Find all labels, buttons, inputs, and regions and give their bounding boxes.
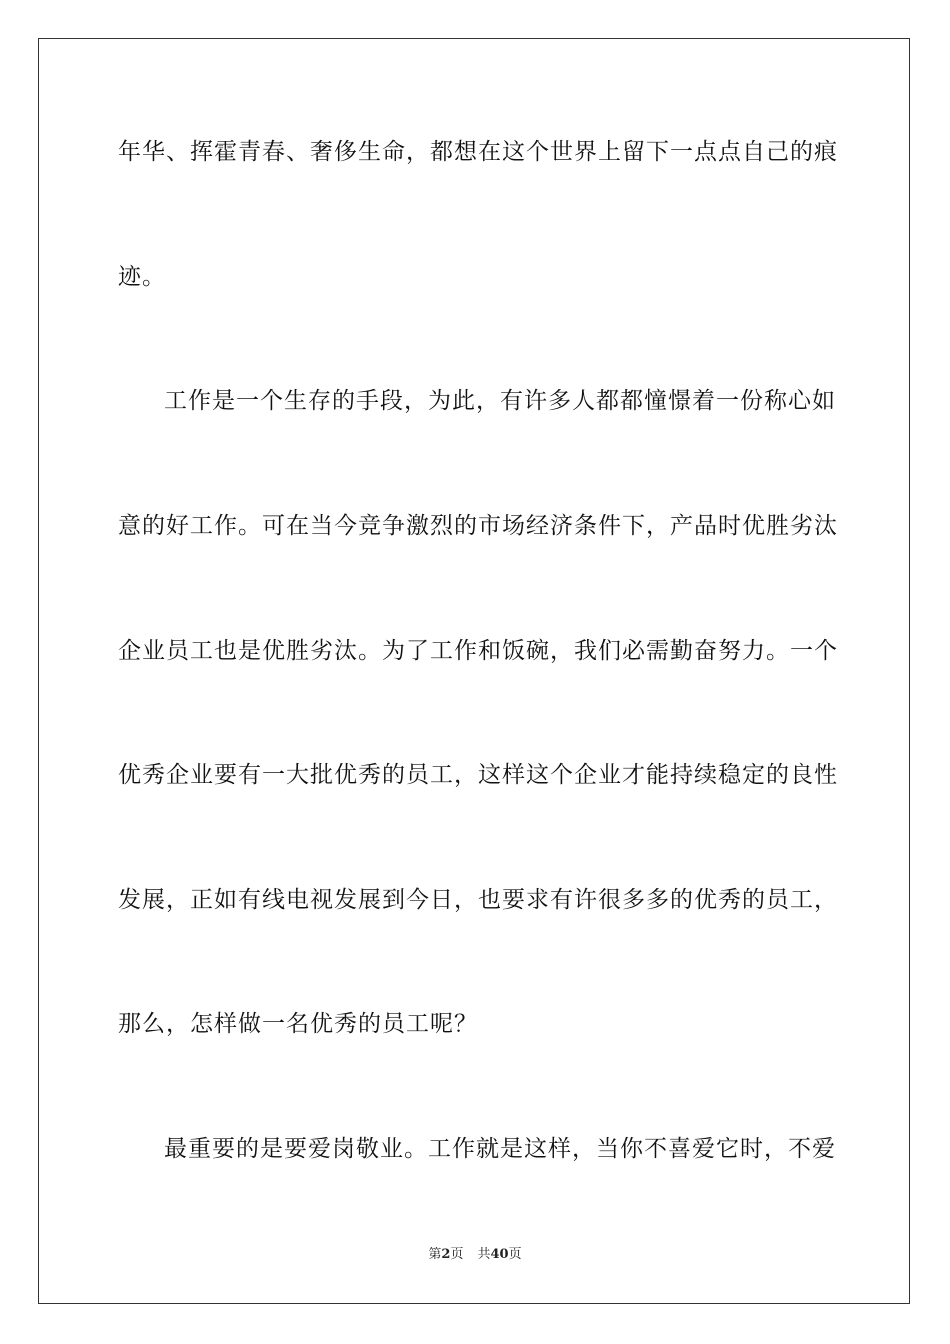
current-page-number: 2 <box>441 1247 451 1262</box>
text-line-1: 年华、挥霍青春、奢侈生命，都想在这个世界上留下一点点自己的痕 <box>118 139 838 165</box>
total-prefix: 共 <box>477 1247 491 1262</box>
text-line-6: 优秀企业要有一大批优秀的员工，这样这个企业才能持续稳定的良性 <box>118 762 838 788</box>
text-line-8: 那么，怎样做一名优秀的员工呢？ <box>118 1011 478 1037</box>
text-line-2: 迹。 <box>118 264 166 290</box>
page-unit: 页 <box>450 1247 464 1262</box>
text-line-7: 发展，正如有线电视发展到今日，也要求有许很多多的优秀的员工， <box>118 887 838 913</box>
text-line-4: 意的好工作。可在当今竞争激烈的市场经济条件下，产品时优胜劣汰 <box>118 513 838 539</box>
total-page-number: 40 <box>490 1247 509 1262</box>
text-line-5: 企业员工也是优胜劣汰。为了工作和饭碗，我们必需勤奋努力。一个 <box>118 638 838 664</box>
paragraph-start-line: 最重要的是要爱岗敬业。工作就是这样，当你不喜爱它时，不爱 <box>164 1136 836 1162</box>
total-unit: 页 <box>508 1247 522 1262</box>
paragraph-start-line: 工作是一个生存的手段，为此，有许多人都都憧憬着一份称心如 <box>164 388 836 414</box>
page-footer <box>0 1246 950 1264</box>
page-prefix: 第 <box>428 1247 442 1262</box>
page-border <box>38 38 910 1304</box>
